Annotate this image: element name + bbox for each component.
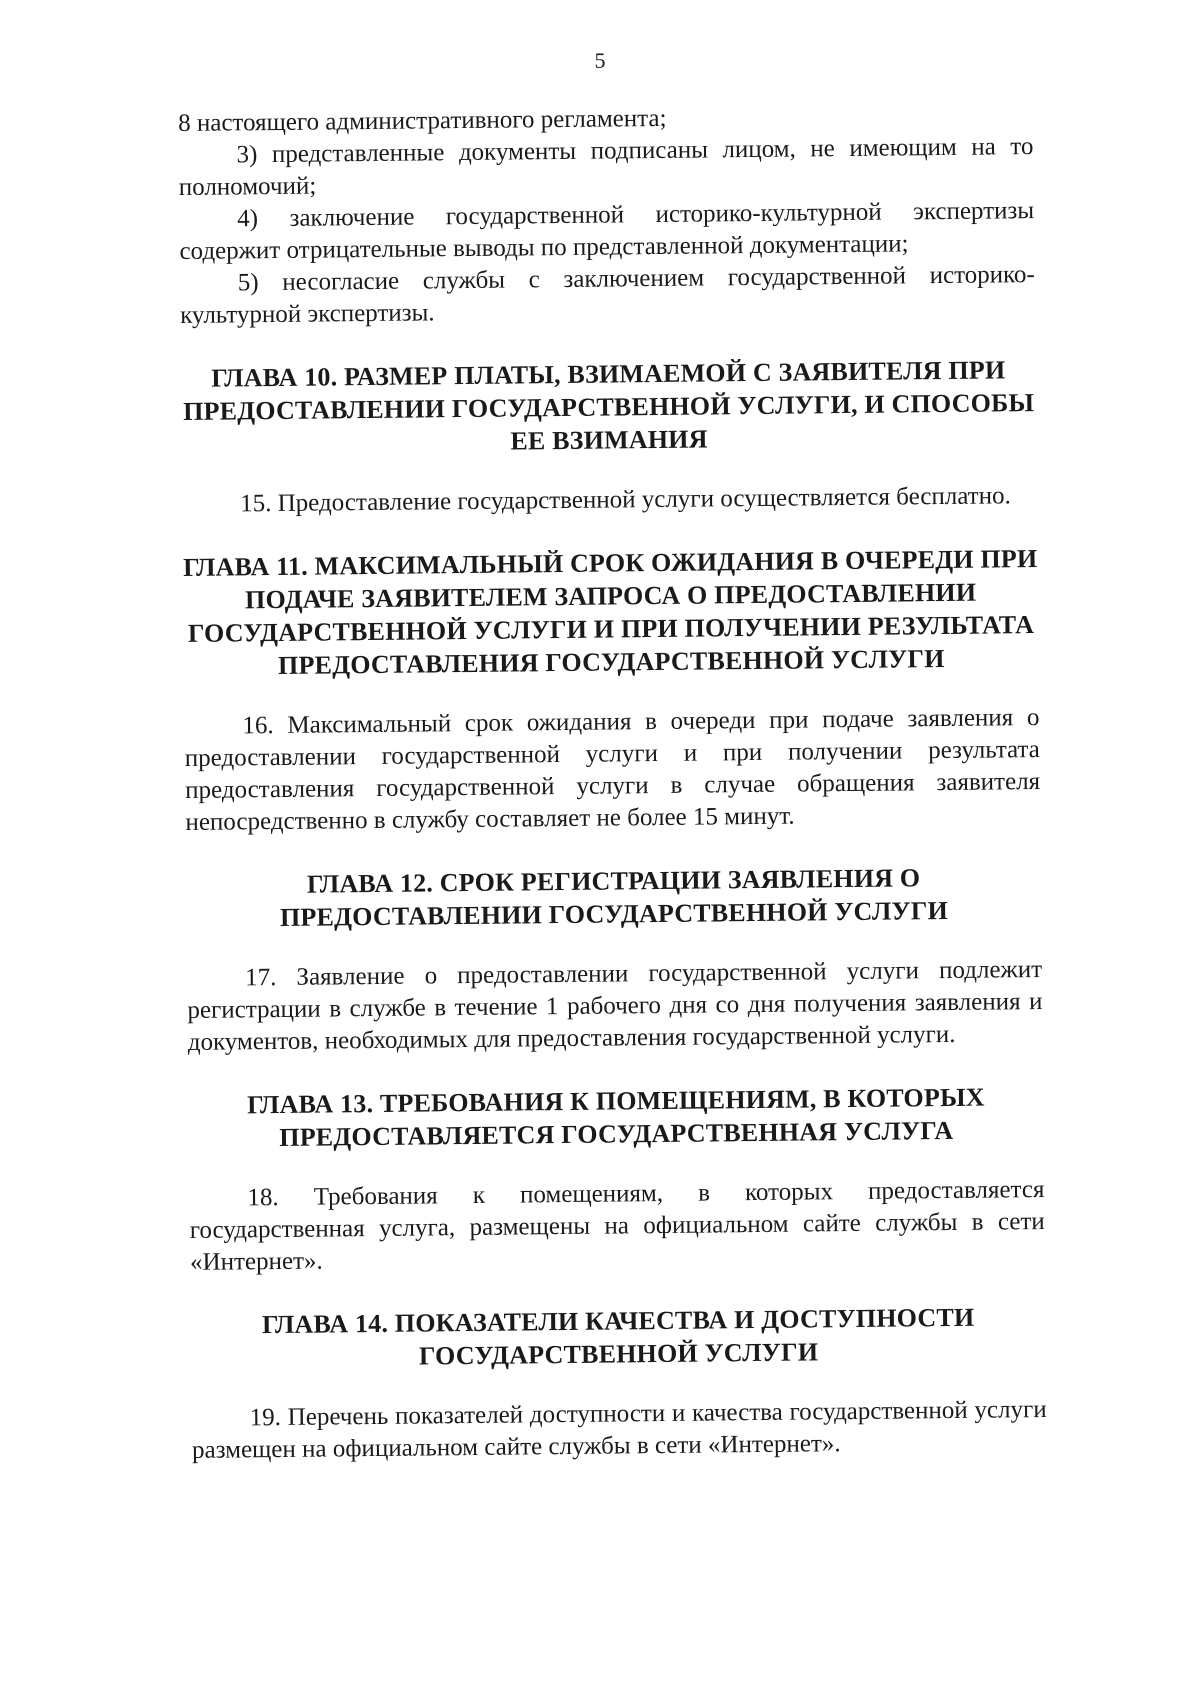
chapter-13-heading: ГЛАВА 13. ТРЕБОВАНИЯ К ПОМЕЩЕНИЯМ, В КОТОРЫХ ПРЕДОСТАВЛЯЕТСЯ ГОСУДАРСТВЕННАЯ УСЛУГА [246, 1082, 985, 1152]
list-item-5: 5) несогласие службы с заключением государственной историко-культурной экспертизы. [180, 261, 1035, 329]
clause-18: 18. Требования к помещениям, в которых предоставляется государственная услуга, размещены на официальном сайте службы в сети «Интернет». [189, 1175, 1045, 1276]
clause-19: 19. Перечень показателей доступности и качества государственной услуги размещен на официальном сайте службы в сети «Интернет». [191, 1395, 1047, 1464]
chapter-11-heading: ГЛАВА 11. МАКСИМАЛЬНЫЙ СРОК ОЖИДАНИЯ В ОЧЕРЕДИ ПРИ ПОДАЧЕ ЗАЯВИТЕЛЕМ ЗАПРОСА О ПРЕДОСТАВЛЕНИИ ГОСУДАРСТВЕННОЙ УСЛУГИ И ПРИ ПОЛУЧЕНИИ РЕЗУЛЬТАТА ПРЕДОСТАВЛЕНИЯ ГОСУДАРСТВЕННОЙ УСЛУГИ [183, 544, 1038, 680]
clause-17: 17. Заявление о предоставлении государственной услуги подлежит регистрации в службе в течение 1 рабочего дня со дня получения заявления и документов, необходимых для предоставления государственной услуги. [187, 955, 1043, 1056]
chapter-14-heading: ГЛАВА 14. ПОКАЗАТЕЛИ КАЧЕСТВА И ДОСТУПНОСТИ ГОСУДАРСТВЕННОЙ УСЛУГИ [261, 1302, 975, 1371]
document-body [178, 99, 1047, 1467]
chapter-12-heading: ГЛАВА 12. СРОК РЕГИСТРАЦИИ ЗАЯВЛЕНИЯ О ПРЕДОСТАВЛЕНИИ ГОСУДАРСТВЕННОЙ УСЛУГИ [279, 863, 949, 932]
clause-15: 15. Предоставление государственной услуги осуществляется бесплатно. [240, 482, 1011, 518]
page-number: 5 [594, 48, 606, 73]
chapter-10-heading: ГЛАВА 10. РАЗМЕР ПЛАТЫ, ВЗИМАЕМОЙ С ЗАЯВИТЕЛЯ ПРИ ПРЕДОСТАВЛЕНИИ ГОСУДАРСТВЕННОЙ УСЛУГИ, И СПОСОБЫ ЕЕ ВЗИМАНИЯ [182, 355, 1035, 456]
list-item-3: 3) представленные документы подписаны лицом, не имеющим на то полномочий; [178, 133, 1034, 201]
list-item-4: 4) заключение государственной историко-культурной экспертизы содержит отрицательные выводы по представленной документации; [179, 197, 1035, 265]
clause-16: 16. Максимальный срок ожидания в очереди при подаче заявления о предоставлении государственной услуги и при получении результата предоставления государственной услуги в случае обращения заявителя непосредственно в службу составляет не более 15 минут. [184, 704, 1041, 836]
paragraph-continuation: 8 настоящего административного регламента; [178, 104, 667, 137]
